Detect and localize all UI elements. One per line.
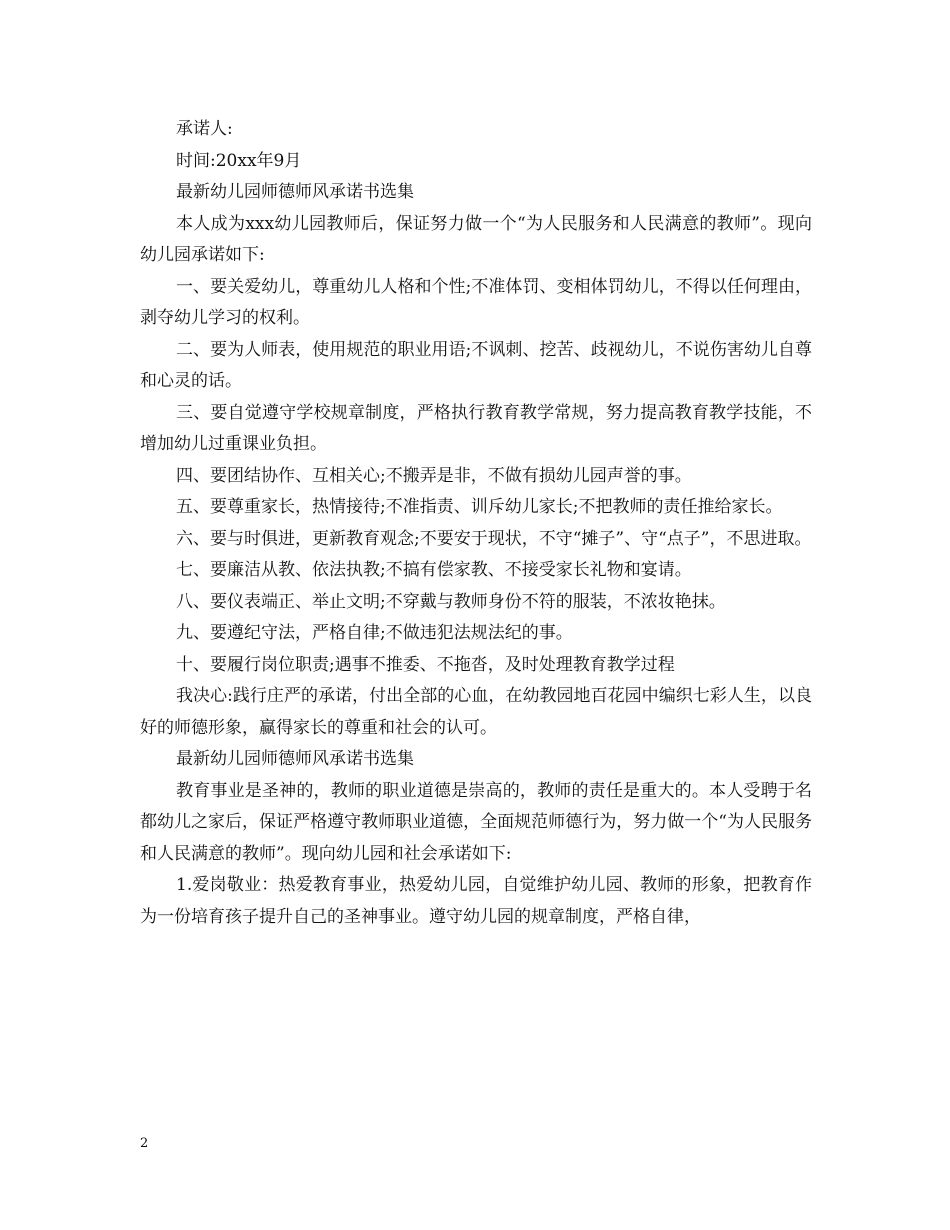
paragraph: 一、要关爱幼儿，尊重幼儿人格和个性;不准体罚、变相体罚幼儿，不得以任何理由，剥夺幼儿学习的权利。 <box>140 276 812 328</box>
paragraph: 十、要履行岗位职责;遇事不推委、不拖沓，及时处理教育教学过程 <box>176 654 675 675</box>
paragraph: 三、要自觉遵守学校规章制度，严格执行教育教学常规，努力提高教育教学技能，不增加幼儿过重课业负担。 <box>140 402 812 454</box>
paragraph: 五、要尊重家长，热情接待;不准指责、训斥幼儿家长;不把教师的责任推给家长。 <box>176 497 783 517</box>
paragraph: 本人成为xxx幼儿园教师后，保证努力做一个“为人民服务和人民满意的教师”。现向幼儿园承诺如下: <box>140 213 812 265</box>
paragraph: 1.爱岗敬业：热爱教育事业，热爱幼儿园，自觉维护幼儿园、教师的形象，把教育作为一份培育孩子提升自己的圣神事业。遵守幼儿园的规章制度，严格自律， <box>140 875 812 927</box>
paragraph: 二、要为人师表，使用规范的职业用语;不讽刺、挖苦、歧视幼儿，不说伤害幼儿自尊和心灵的话。 <box>140 339 812 391</box>
page-number: 2 <box>140 1136 149 1151</box>
paragraph: 教育事业是圣神的，教师的职业道德是崇高的，教师的责任是重大的。本人受聘于名都幼儿之家后，保证严格遵守教师职业道德，全面规范师德行为，努力做一个“为人民服务和人民满意的教师”。现向幼儿园和社会承诺如下: <box>140 780 812 864</box>
paragraph: 四、要团结协作、互相关心;不搬弄是非，不做有损幼儿园声誉的事。 <box>176 465 692 486</box>
paragraph: 我决心:践行庄严的承诺，付出全部的心血，在幼教园地百花园中编织七彩人生，以良好的师德形象，赢得家长的尊重和社会的认可。 <box>140 686 812 738</box>
paragraph: 九、要遵纪守法，严格自律;不做违犯法规法纪的事。 <box>176 623 573 643</box>
section-heading: 最新幼儿园师德师风承诺书选集 <box>176 182 414 202</box>
paragraph: 七、要廉洁从教、依法执教;不搞有偿家教、不接受家长礼物和宴请。 <box>176 560 692 580</box>
paragraph: 承诺人: <box>176 119 233 139</box>
document-body <box>140 114 812 933</box>
paragraph: 八、要仪表端正、举止文明;不穿戴与教师身份不符的服装，不浓妆艳抹。 <box>176 591 726 612</box>
paragraph: 六、要与时俱进，更新教育观念;不要安于现状，不守“摊子”、守“点子”，不思进取。 <box>176 528 812 549</box>
paragraph: 时间:20xx年9月 <box>176 150 302 171</box>
section-heading: 最新幼儿园师德师风承诺书选集 <box>176 749 414 769</box>
